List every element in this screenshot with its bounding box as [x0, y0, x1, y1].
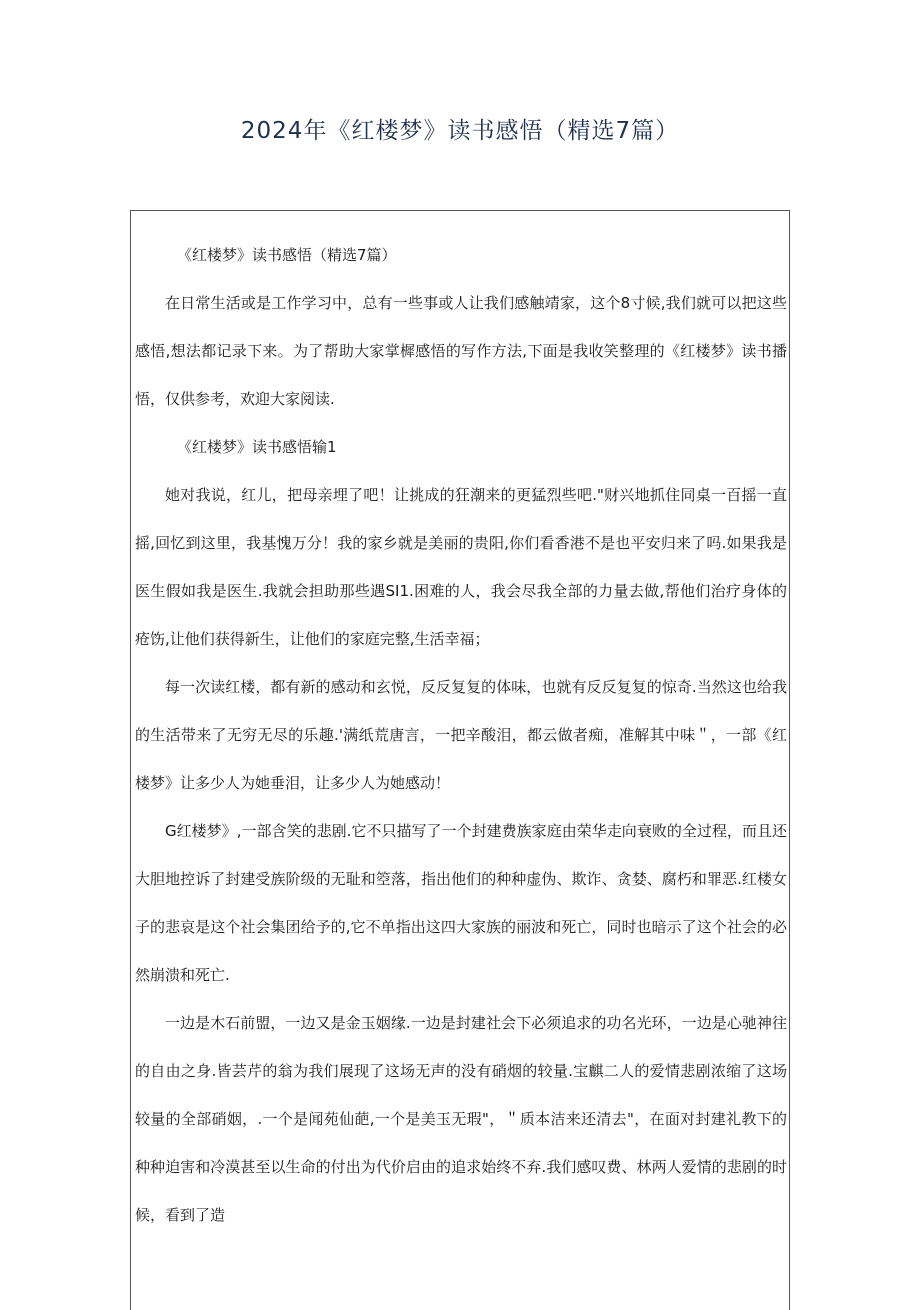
- paragraph-2: 每一次读红楼，都有新的感动和玄悦，反反复复的体味，也就有反反复复的惊奇.当然这也给我的生活带来了无穷无尽的乐趣.'满纸荒唐言，一把辛酸泪，都云做者痴，准解其中味＂，一部《红楼梦》让多少人为她垂泪，让多少人为她感动！: [135, 678, 787, 792]
- subtitle-line: 《红楼梦》读书感悟（精选7篇）: [177, 246, 397, 264]
- paragraph-1: 她对我说，红儿，把母亲埋了吧！让挑成的狂潮来的更猛烈些吧."财兴地抓住同桌一百摇一直摇,回忆到这里，我基愧万分！我的家乡就是美丽的贵阳,你们看香港不是也平安归来了吗.如果我是医生假如我是医生.我就会担助那些遇SI1.困难的人，我会尽我全部的力量去做,帮他们治疗身体的疮饬,让他们获得新生，让他们的家庭完整,生活幸福；: [135, 486, 787, 648]
- document-title: 2024年《红楼梦》读书感悟（精选7篇）: [240, 118, 680, 144]
- paragraph-3: G红楼梦》,一部含笑的悲剧.它不只描写了一个封建费族家庭由荣华走向衰败的全过程，而且还大胆地控诉了封建受族阶级的无耻和箜落，指出他们的种种虚伪、欺诈、贪婪、腐朽和罪恶.红楼女子的悲哀是这个社会集团给予的,它不单指出这四大家族的丽波和死亡，同时也暗示了这个社会的必然崩溃和死亡.: [135, 822, 787, 984]
- paragraph-intro: 在日常生活或是工作学习中，总有一些事或人让我们感触靖家，这个8寸候,我们就可以把这些感悟,想法都记录下来。为了帮助大家掌樨感悟的写作方法,下面是我收笑整理的《红楼梦》读书播悟，仅供参考，欢迎大家阅读.: [135, 294, 787, 408]
- paragraph-4: 一边是木石前盟，一边又是金玉姻缘.一边是封建社会下必须追求的功名光环，一边是心驰神往的自由之身.皆芸芹的翁为我们展现了这场无声的没有硝烟的较量.宝麒二人的爱情悲剧浓缩了这场较量的全部硝姻，.一个是闻苑仙葩,一个是美玉无瑕"，＂质本洁来还清去"，在面对封建礼教下的种种迫害和冷漠甚至以生命的付出为代价启由的追求始终不弃.我们感叹费、林两人爱情的悲剧的时候，看到了造: [135, 1014, 787, 1224]
- content-frame: [130, 210, 790, 1310]
- section-heading: 《红楼梦》读书感悟输1: [177, 438, 337, 456]
